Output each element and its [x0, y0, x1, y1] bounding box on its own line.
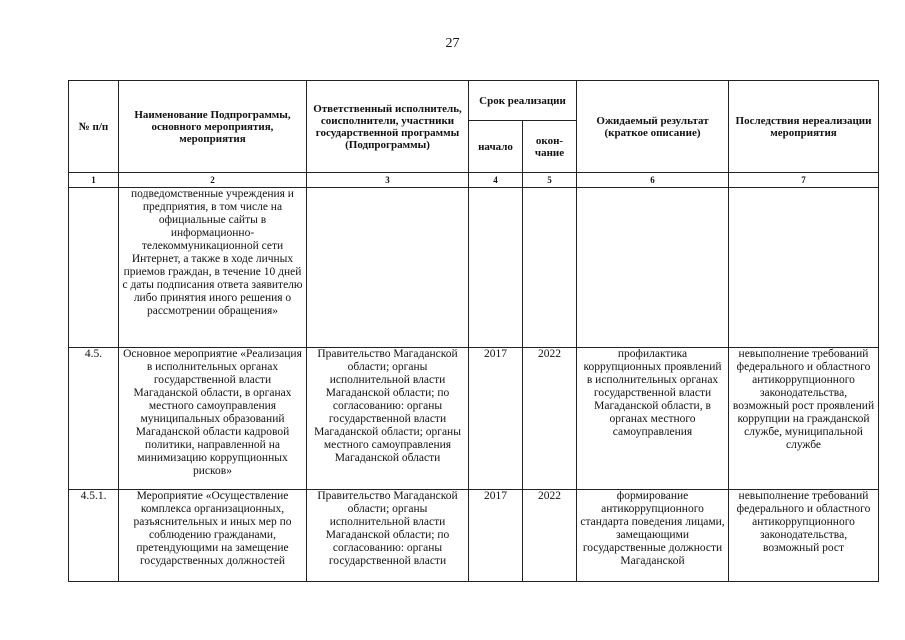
header-result: Ожидаемый результат (краткое описание): [577, 81, 729, 173]
header-no: № п/п: [69, 81, 119, 173]
row-number: 4.5.: [69, 348, 119, 490]
end-year: 2022: [523, 490, 577, 582]
page-number: 27: [445, 36, 460, 51]
measure-name: подведомственные учреждения и предприятия, в том числе на официальные сайты в информационно-телекоммуникационной сети Интернет, а также в ходе личных приемов граждан, в течение 10 дней с даты подписания ответа заявителю либо принятия иного решения о рассмотрении обращения»: [119, 188, 307, 348]
header-consequences: Последствия нереализации мероприятия: [729, 81, 879, 173]
column-number-row: [69, 173, 879, 188]
start-year: 2017: [469, 490, 523, 582]
responsible: Правительство Магаданской области; органы исполнительной власти Магаданской области; по согласованию: органы государственной власти Магаданской области; органы местного самоуправления Магаданской области: [307, 348, 469, 490]
expected-result: формирование антикоррупционного стандарта поведения лицами, замещающими государственные должности Магаданской: [577, 490, 729, 582]
header-responsible: Ответственный исполнитель, соисполнители, участники государственной программы (Подпрограммы): [307, 81, 469, 173]
expected-result: профилактика коррупционных проявлений в исполнительных органах государственной власти Магаданской области, в органах местного самоуправления: [577, 348, 729, 490]
responsible: [307, 188, 469, 348]
end-year: [523, 188, 577, 348]
measure-name: Мероприятие «Осуществление комплекса организационных, разъяснительных и иных мер по соблюдению гражданами, претендующими на замещение государственных должностей: [119, 490, 307, 582]
expected-result: [577, 188, 729, 348]
column-number: 7: [729, 173, 879, 188]
column-number: 1: [69, 173, 119, 188]
measures-table: [68, 80, 879, 582]
consequences: [729, 188, 879, 348]
start-year: [469, 188, 523, 348]
consequences: невыполнение требований федерального и областного антикоррупционного законодательства, возможный рост: [729, 490, 879, 582]
header-name: Наименование Подпрограммы, основного мероприятия, мероприятия: [119, 81, 307, 173]
consequences: невыполнение требований федерального и областного антикоррупционного законодательства, возможный рост проявлений коррупции на гражданской службе, муниципальной службе: [729, 348, 879, 490]
end-year: 2022: [523, 348, 577, 490]
header-end: окон-чание: [523, 121, 577, 173]
header-start: начало: [469, 121, 523, 173]
table-row: [69, 348, 879, 490]
header-term: Срок реализации: [469, 81, 577, 121]
column-number: 4: [469, 173, 523, 188]
start-year: 2017: [469, 348, 523, 490]
column-number: 2: [119, 173, 307, 188]
table-row: [69, 490, 879, 582]
column-number: 6: [577, 173, 729, 188]
table-row: [69, 188, 879, 348]
responsible: Правительство Магаданской области; органы исполнительной власти Магаданской области; по согласованию: органы государственной власти: [307, 490, 469, 582]
row-number: [69, 188, 119, 348]
column-number: 3: [307, 173, 469, 188]
measure-name: Основное мероприятие «Реализация в исполнительных органах государственной власти Магаданской области, в органах местного самоуправления муниципальных образований Магаданской области кадровой политики, направленной на минимизацию коррупционных рисков»: [119, 348, 307, 490]
column-number: 5: [523, 173, 577, 188]
row-number: 4.5.1.: [69, 490, 119, 582]
